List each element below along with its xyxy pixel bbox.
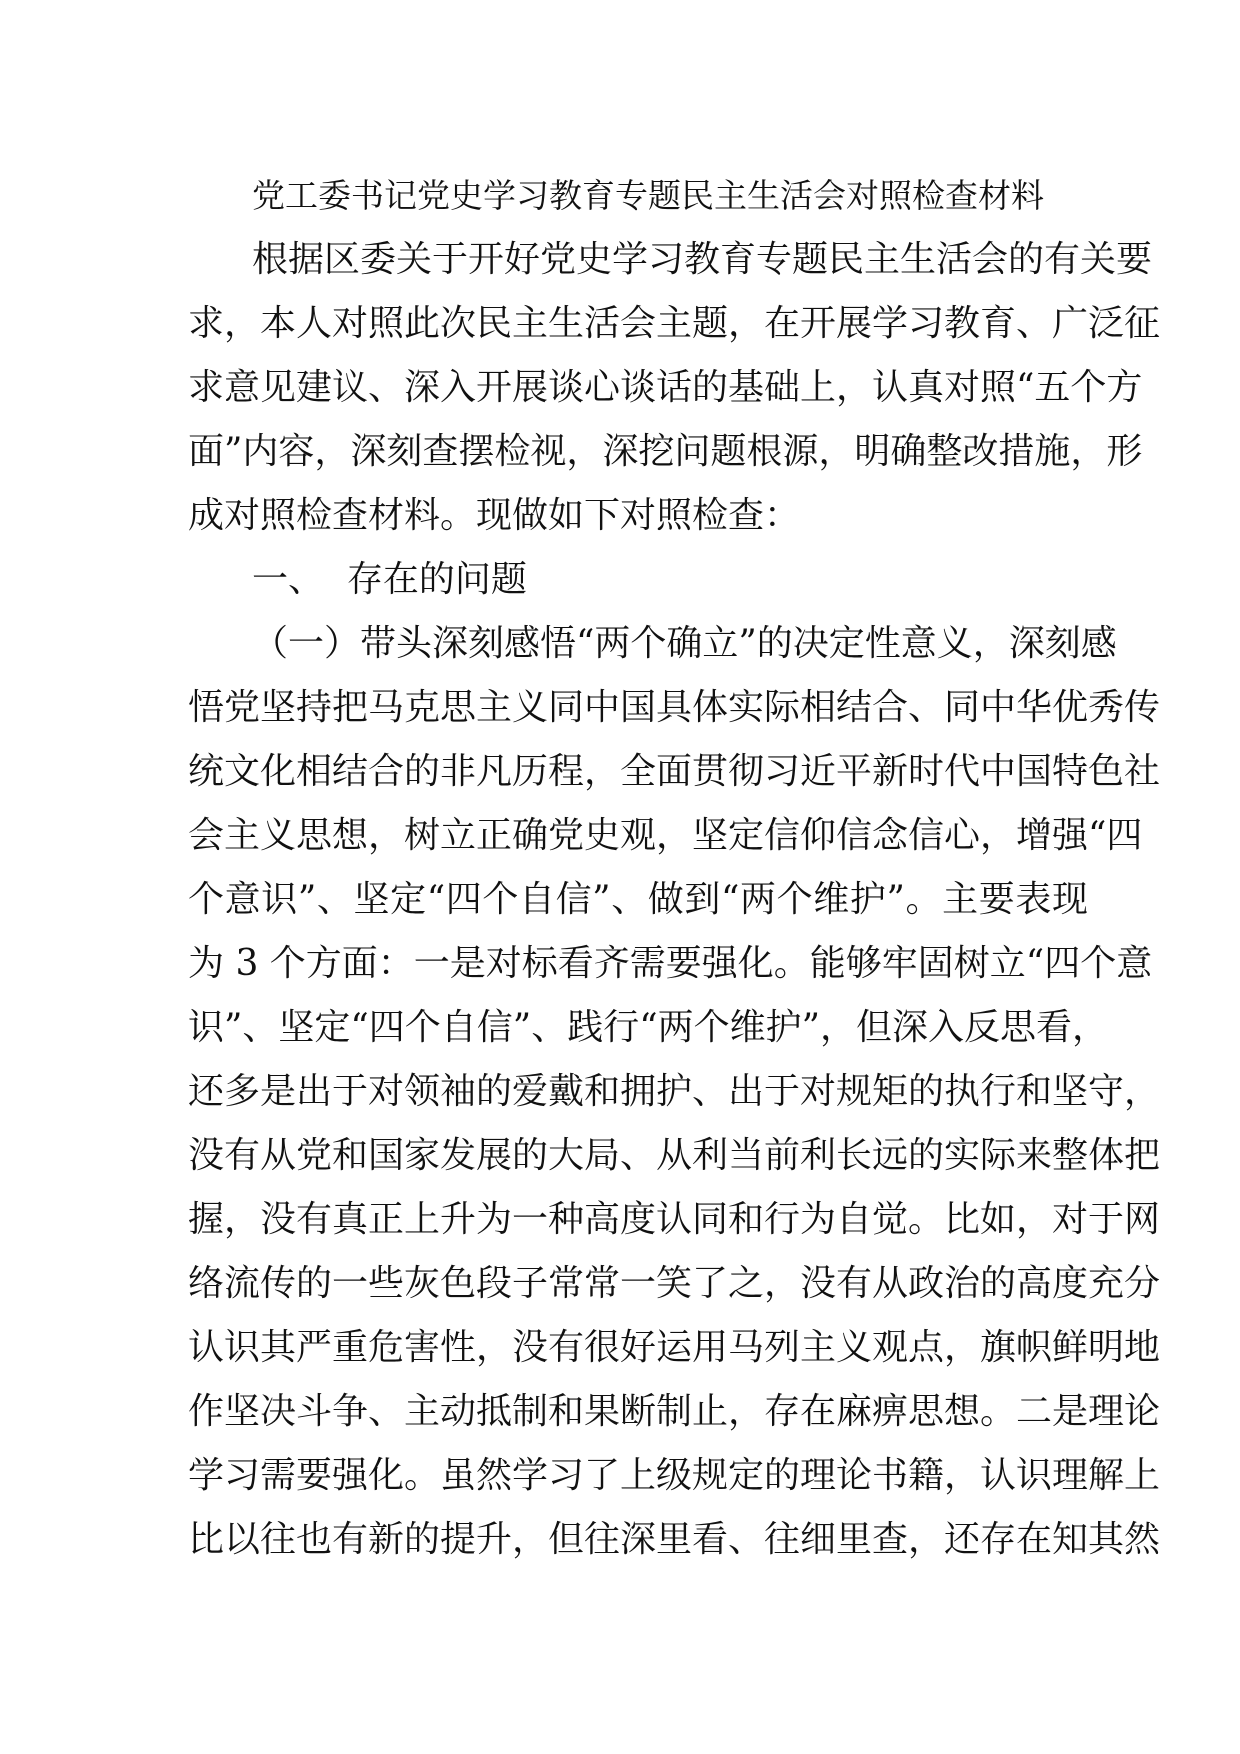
body-line: 为 3 个方面：一是对标看齐需要强化。能够牢固树立“四个意 (188, 943, 1153, 984)
intro-line: 根据区委关于开好党史学习教育专题民主生活会的有关要 (252, 239, 1153, 280)
body-line: 识”、坚定“四个自信”、践行“两个维护”，但深入反思看， (188, 1007, 1109, 1048)
body-line: （一）带头深刻感悟“两个确立”的决定性意义，深刻感 (252, 623, 1117, 664)
body-line: 络流传的一些灰色段子常常一笑了之，没有从政治的高度充分 (188, 1263, 1161, 1304)
body-line: 还多是出于对领袖的爱戴和拥护、出于对规矩的执行和坚守， (188, 1071, 1161, 1112)
body-line: 没有从党和国家发展的大局、从利当前利长远的实际来整体把 (188, 1135, 1161, 1176)
document-title: 党工委书记党史学习教育专题民主生活会对照检查材料 (252, 176, 1044, 215)
body-line: 比以往也有新的提升，但往深里看、往细里查，还存在知其然 (188, 1519, 1161, 1560)
intro-line: 求，本人对照此次民主生活会主题，在开展学习教育、广泛征 (188, 303, 1161, 344)
section-heading: 一、 存在的问题 (252, 559, 527, 600)
intro-line: 求意见建议、深入开展谈心谈话的基础上，认真对照“五个方 (188, 367, 1143, 408)
body-line: 认识其严重危害性，没有很好运用马列主义观点，旗帜鲜明地 (188, 1327, 1161, 1368)
intro-line: 成对照检查材料。现做如下对照检查： (188, 495, 801, 536)
body-line: 会主义思想，树立正确党史观，坚定信仰信念信心，增强“四 (188, 815, 1143, 856)
body-line: 个意识”、坚定“四个自信”、做到“两个维护”。主要表现 (188, 879, 1088, 920)
body-line: 握，没有真正上升为一种高度认同和行为自觉。比如，对于网 (188, 1199, 1161, 1240)
body-line: 悟党坚持把马克思主义同中国具体实际相结合、同中华优秀传 (188, 687, 1161, 728)
body-line: 统文化相结合的非凡历程，全面贯彻习近平新时代中国特色社 (188, 751, 1161, 792)
intro-line: 面”内容，深刻查摆检视，深挖问题根源，明确整改措施，形 (188, 431, 1143, 472)
body-line: 学习需要强化。虽然学习了上级规定的理论书籍，认识理解上 (188, 1455, 1161, 1496)
body-line: 作坚决斗争、主动抵制和果断制止，存在麻痹思想。二是理论 (188, 1391, 1161, 1432)
